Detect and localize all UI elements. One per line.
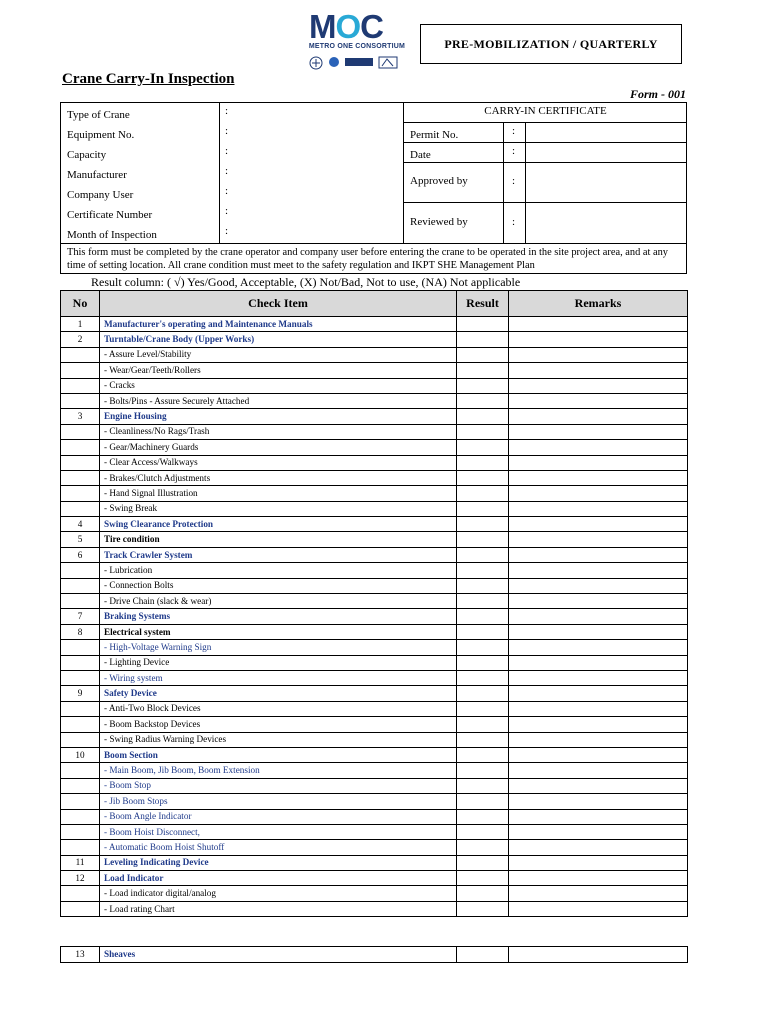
remarks-cell[interactable]: [509, 824, 688, 839]
remarks-cell[interactable]: [509, 409, 688, 424]
row-number: [61, 824, 100, 839]
header-remarks: Remarks: [509, 291, 688, 317]
label-type-of-crane: Type of Crane: [67, 109, 130, 121]
table-row: [61, 578, 688, 593]
table-row: [61, 855, 688, 870]
remarks-cell[interactable]: [509, 486, 688, 501]
row-number: 11: [61, 855, 100, 870]
result-cell[interactable]: [457, 470, 509, 485]
header-no: No: [61, 291, 100, 317]
result-cell[interactable]: [457, 424, 509, 439]
table-row: [61, 470, 688, 485]
result-cell[interactable]: [457, 440, 509, 455]
check-item: - Bolts/Pins - Assure Securely Attached: [100, 393, 457, 408]
row-number: [61, 717, 100, 732]
remarks-cell[interactable]: [509, 547, 688, 562]
remarks-cell[interactable]: [509, 778, 688, 793]
check-item: - Wiring system: [100, 670, 457, 685]
table-row: [61, 393, 688, 408]
label-equipment-no: Equipment No.: [67, 129, 135, 141]
remarks-cell[interactable]: [509, 517, 688, 532]
remarks-cell[interactable]: [509, 640, 688, 655]
row-number: 10: [61, 747, 100, 762]
result-cell[interactable]: [457, 393, 509, 408]
row-number: [61, 578, 100, 593]
result-cell[interactable]: [457, 609, 509, 624]
table-row: [61, 317, 688, 332]
result-cell[interactable]: [457, 347, 509, 362]
check-item: Track Crawler System: [100, 547, 457, 562]
permit-value-cell[interactable]: [526, 123, 687, 143]
row-number: 2: [61, 332, 100, 347]
result-cell[interactable]: [457, 640, 509, 655]
form-number: Form - 001: [629, 87, 686, 101]
table-row: [61, 717, 688, 732]
colon: :: [512, 145, 516, 157]
check-item: Electrical system: [100, 624, 457, 639]
table-row: [61, 424, 688, 439]
remarks-cell[interactable]: [509, 763, 688, 778]
check-item: - Assure Level/Stability: [100, 347, 457, 362]
row-number: 9: [61, 686, 100, 701]
checklist-body: [61, 317, 688, 917]
row-number: [61, 732, 100, 747]
partner-logos-icon: [307, 53, 407, 75]
row-number: 12: [61, 871, 100, 886]
table-row: [61, 778, 688, 793]
table-row: [61, 670, 688, 685]
table-row: [61, 594, 688, 609]
remarks-cell[interactable]: [509, 317, 688, 332]
remarks-cell[interactable]: [509, 747, 688, 762]
check-item: Braking Systems: [100, 609, 457, 624]
check-item: Safety Device: [100, 686, 457, 701]
table-row: [61, 363, 688, 378]
remarks-cell[interactable]: [509, 732, 688, 747]
remarks-cell[interactable]: [509, 717, 688, 732]
header-result: Result: [457, 291, 509, 317]
remarks-cell[interactable]: [509, 901, 688, 916]
table-row: [61, 609, 688, 624]
check-item: - Lubrication: [100, 563, 457, 578]
table-row: [61, 486, 688, 501]
check-item: - Main Boom, Jib Boom, Boom Extension: [100, 763, 457, 778]
result-cell[interactable]: [457, 670, 509, 685]
remarks-cell[interactable]: [509, 393, 688, 408]
remarks-cell[interactable]: [509, 470, 688, 485]
row-number: 5: [61, 532, 100, 547]
remarks-cell[interactable]: [509, 655, 688, 670]
remarks-cell[interactable]: [509, 378, 688, 393]
info-left-divider: [219, 103, 220, 244]
remarks-cell[interactable]: [509, 532, 688, 547]
page-title: Crane Carry-In Inspection: [62, 71, 235, 87]
info-table: [60, 102, 687, 274]
result-cell[interactable]: [457, 363, 509, 378]
remarks-cell[interactable]: [509, 855, 688, 870]
result-cell[interactable]: [457, 871, 509, 886]
logo-subtitle: METRO ONE CONSORTIUM: [308, 43, 406, 50]
check-item: - Hand Signal Illustration: [100, 486, 457, 501]
remarks-cell[interactable]: [509, 594, 688, 609]
check-item: - Boom Backstop Devices: [100, 717, 457, 732]
row-number: 4: [61, 517, 100, 532]
row-number: 6: [61, 547, 100, 562]
remarks-cell[interactable]: [509, 455, 688, 470]
result-cell[interactable]: [457, 547, 509, 562]
check-item: - Boom Hoist Disconnect,: [100, 824, 457, 839]
row-number: 13: [61, 947, 100, 963]
inspection-type-box: PRE-MOBILIZATION / QUARTERLY: [420, 24, 682, 64]
result-cell[interactable]: [457, 409, 509, 424]
check-item: - Load indicator digital/analog: [100, 886, 457, 901]
row-number: [61, 886, 100, 901]
result-cell[interactable]: [457, 532, 509, 547]
check-item: - Jib Boom Stops: [100, 794, 457, 809]
table-row: [61, 640, 688, 655]
remarks-cell[interactable]: [509, 947, 688, 963]
check-item: - Cleanliness/No Rags/Trash: [100, 424, 457, 439]
row-number: [61, 655, 100, 670]
check-item: - Connection Bolts: [100, 578, 457, 593]
label-month-of-inspection: Month of Inspection: [67, 229, 157, 241]
result-cell[interactable]: [457, 809, 509, 824]
check-item: Engine Housing: [100, 409, 457, 424]
logo-wordmark: MOC: [309, 8, 384, 45]
remarks-cell[interactable]: [509, 686, 688, 701]
checklist-table: [60, 290, 688, 917]
row-number: [61, 640, 100, 655]
colon: :: [512, 175, 516, 187]
remarks-cell[interactable]: [509, 701, 688, 716]
row-number: [61, 470, 100, 485]
header-check-item: Check Item: [100, 291, 457, 317]
result-cell[interactable]: [457, 317, 509, 332]
check-item: - Anti-Two Block Devices: [100, 701, 457, 716]
check-item: - Lighting Device: [100, 655, 457, 670]
remarks-cell[interactable]: [509, 886, 688, 901]
table-row: [61, 378, 688, 393]
row-number: [61, 501, 100, 516]
row-number: [61, 393, 100, 408]
check-item: - Drive Chain (slack & wear): [100, 594, 457, 609]
table-row: [61, 624, 688, 639]
reviewed-value-cell[interactable]: [526, 203, 687, 244]
table-row: [61, 547, 688, 562]
result-cell[interactable]: [457, 486, 509, 501]
table-row: [61, 794, 688, 809]
table-row: [61, 840, 688, 855]
remarks-cell[interactable]: [509, 670, 688, 685]
result-cell[interactable]: [457, 332, 509, 347]
table-row: [61, 763, 688, 778]
label-company-user: Company User: [67, 189, 134, 201]
row-number: [61, 778, 100, 793]
row-number: [61, 840, 100, 855]
check-item: - Automatic Boom Hoist Shutoff: [100, 840, 457, 855]
label-approved-by: Approved by: [410, 175, 468, 187]
remarks-cell[interactable]: [509, 332, 688, 347]
label-reviewed-by: Reviewed by: [410, 216, 468, 228]
result-cell[interactable]: [457, 947, 509, 963]
check-item: Sheaves: [100, 947, 457, 963]
result-cell[interactable]: [457, 378, 509, 393]
result-cell[interactable]: [457, 563, 509, 578]
result-cell[interactable]: [457, 455, 509, 470]
result-cell[interactable]: [457, 824, 509, 839]
result-cell[interactable]: [457, 501, 509, 516]
checklist-table-continued: [60, 946, 688, 963]
table-row: [61, 409, 688, 424]
remarks-cell[interactable]: [509, 794, 688, 809]
remarks-cell[interactable]: [509, 609, 688, 624]
checklist-body-continued: [61, 947, 688, 963]
company-logo: [307, 10, 407, 76]
table-row: [61, 655, 688, 670]
check-item: - Swing Radius Warning Devices: [100, 732, 457, 747]
remarks-cell[interactable]: [509, 624, 688, 639]
table-row: [61, 455, 688, 470]
check-item: - Brakes/Clutch Adjustments: [100, 470, 457, 485]
table-row: [61, 901, 688, 916]
check-item: - Cracks: [100, 378, 457, 393]
remarks-cell[interactable]: [509, 501, 688, 516]
check-item: Load Indicator: [100, 871, 457, 886]
table-row: [61, 517, 688, 532]
result-cell[interactable]: [457, 886, 509, 901]
check-item: Boom Section: [100, 747, 457, 762]
row-number: 3: [61, 409, 100, 424]
remarks-cell[interactable]: [509, 347, 688, 362]
row-number: [61, 363, 100, 378]
result-cell[interactable]: [457, 686, 509, 701]
row-number: [61, 424, 100, 439]
row-number: [61, 809, 100, 824]
colon: :: [225, 145, 229, 157]
check-item: Swing Clearance Protection: [100, 517, 457, 532]
row-number: [61, 670, 100, 685]
approved-value-cell[interactable]: [526, 163, 687, 203]
result-cell[interactable]: [457, 778, 509, 793]
table-row: [61, 701, 688, 716]
remarks-cell[interactable]: [509, 840, 688, 855]
table-row: [61, 563, 688, 578]
table-row: [61, 824, 688, 839]
instruction-note: This form must be completed by the crane operator and company user before entering the crane to be operated in the site project area, and at any time of setting location. All crane condition must meet to the safety regulation and IKPT SHE Management Plan: [67, 247, 668, 271]
remarks-cell[interactable]: [509, 578, 688, 593]
label-certificate-number: Certificate Number: [67, 209, 153, 221]
check-item: Leveling Indicating Device: [100, 855, 457, 870]
row-number: 8: [61, 624, 100, 639]
row-number: [61, 794, 100, 809]
row-number: [61, 440, 100, 455]
table-row: [61, 947, 688, 963]
row-number: 7: [61, 609, 100, 624]
remarks-cell[interactable]: [509, 871, 688, 886]
colon: :: [512, 216, 516, 228]
table-row: [61, 532, 688, 547]
row-number: 1: [61, 317, 100, 332]
table-row: [61, 871, 688, 886]
result-cell[interactable]: [457, 732, 509, 747]
certificate-title: CARRY-IN CERTIFICATE: [484, 105, 607, 117]
result-cell[interactable]: [457, 747, 509, 762]
row-number: [61, 563, 100, 578]
table-row: [61, 501, 688, 516]
check-item: - High-Voltage Warning Sign: [100, 640, 457, 655]
result-cell[interactable]: [457, 517, 509, 532]
check-item: Tire condition: [100, 532, 457, 547]
result-cell[interactable]: [457, 855, 509, 870]
result-cell[interactable]: [457, 594, 509, 609]
check-item: - Swing Break: [100, 501, 457, 516]
result-cell[interactable]: [457, 840, 509, 855]
table-row: [61, 686, 688, 701]
remarks-cell[interactable]: [509, 440, 688, 455]
remarks-cell[interactable]: [509, 809, 688, 824]
colon: :: [225, 125, 229, 137]
label-capacity: Capacity: [67, 149, 107, 161]
check-item: - Wear/Gear/Teeth/Rollers: [100, 363, 457, 378]
result-cell[interactable]: [457, 763, 509, 778]
colon: :: [225, 205, 229, 217]
table-row: [61, 886, 688, 901]
result-cell[interactable]: [457, 578, 509, 593]
check-item: - Clear Access/Walkways: [100, 455, 457, 470]
check-item: Manufacturer's operating and Maintenance Manuals: [100, 317, 457, 332]
remarks-cell[interactable]: [509, 363, 688, 378]
result-cell[interactable]: [457, 717, 509, 732]
row-number: [61, 455, 100, 470]
colon: :: [512, 125, 516, 137]
date-value-cell[interactable]: [526, 143, 687, 163]
table-row: [61, 347, 688, 362]
check-item: - Gear/Machinery Guards: [100, 440, 457, 455]
result-cell[interactable]: [457, 701, 509, 716]
check-item: - Boom Stop: [100, 778, 457, 793]
remarks-cell[interactable]: [509, 424, 688, 439]
label-permit-no: Permit No.: [410, 129, 459, 141]
result-cell[interactable]: [457, 794, 509, 809]
table-header-row: [61, 291, 688, 317]
row-number: [61, 701, 100, 716]
row-number: [61, 347, 100, 362]
row-number: [61, 486, 100, 501]
colon: :: [225, 185, 229, 197]
label-manufacturer: Manufacturer: [67, 169, 127, 181]
table-row: [61, 332, 688, 347]
label-date: Date: [410, 149, 431, 161]
check-item: - Load rating Chart: [100, 901, 457, 916]
remarks-cell[interactable]: [509, 563, 688, 578]
colon: :: [225, 165, 229, 177]
result-cell[interactable]: [457, 624, 509, 639]
table-row: [61, 732, 688, 747]
check-item: Turntable/Crane Body (Upper Works): [100, 332, 457, 347]
check-item: - Boom Angle Indicator: [100, 809, 457, 824]
table-row: [61, 747, 688, 762]
row-number: [61, 594, 100, 609]
table-row: [61, 440, 688, 455]
row-number: [61, 763, 100, 778]
row-number: [61, 378, 100, 393]
result-cell[interactable]: [457, 655, 509, 670]
colon: :: [225, 105, 229, 117]
result-legend: Result column: ( √) Yes/Good, Acceptable, (X) Not/Bad, Not to use, (NA) Not applicable: [91, 275, 521, 289]
row-number: [61, 901, 100, 916]
result-cell[interactable]: [457, 901, 509, 916]
table-row: [61, 809, 688, 824]
colon: :: [225, 225, 229, 237]
